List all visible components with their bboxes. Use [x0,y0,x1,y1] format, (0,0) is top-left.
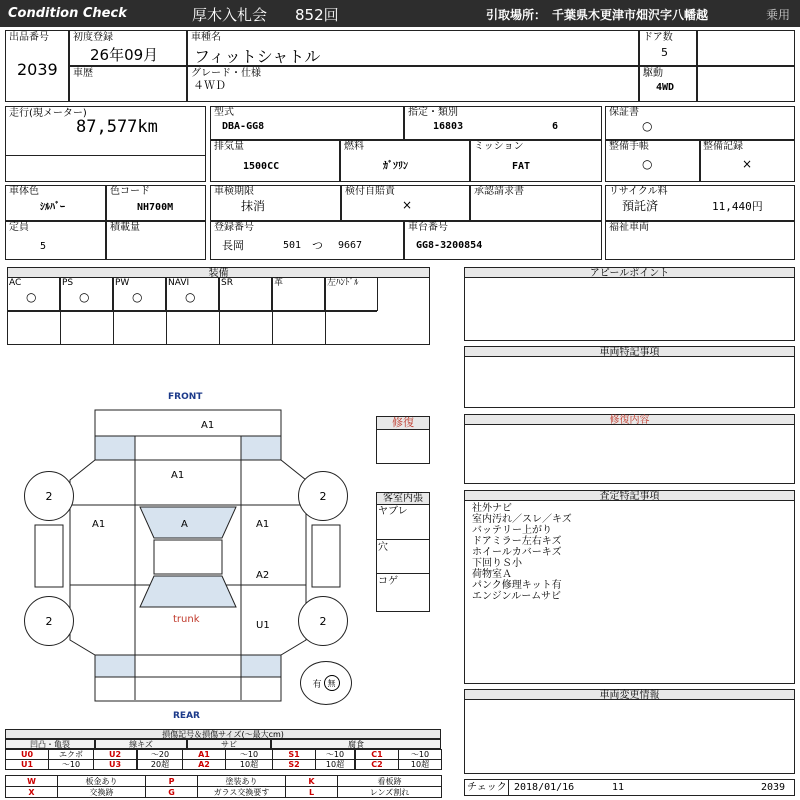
spare-tire [300,661,352,705]
car-name-label: 車種名 [191,32,221,43]
recycle-label: リサイクル料 [609,186,668,197]
equipment-value: ○ [26,290,37,304]
manual-value: ○ [642,157,653,171]
warranty-label: 保証書 [609,107,639,118]
warranty-value: ○ [642,119,653,133]
fuel-label: 燃料 [344,141,364,152]
legend-desc: 交換跡 [57,786,146,798]
inspection-note-line: ドアミラー左右キズ [472,536,562,547]
inspection-note-line: 下回りＳ小 [472,558,522,569]
legend-desc: 塗装あり [197,775,286,787]
interior-hole: 穴 [378,542,388,553]
mileage-label: 走行(現メーター) [9,108,87,119]
color-code-label: 色コード [110,186,150,197]
mark-a1-bumper: A1 [201,420,215,431]
grade-label: グレード・仕様 [191,68,261,79]
plate-number: 9667 [338,240,363,251]
legend-desc: ～10 [48,759,94,770]
legend-desc: ～10 [398,749,442,760]
appeal-header: アピールポイント [464,267,795,278]
legend-code: U0 [5,749,49,760]
inspection-notes-header: 査定特記事項 [464,490,795,501]
legend-code: U1 [5,759,49,770]
repair-header: 修復 [376,416,430,430]
legend-group: 線キズ [95,739,187,749]
mark-u1-right-quarter: U1 [256,620,270,631]
legend-code: C1 [355,749,399,760]
legend-code: U3 [93,759,137,770]
load-label: 積載量 [110,222,140,233]
legend-code: G [145,786,198,798]
plate-label: 登録番号 [214,222,254,233]
inspection-label: 車検期限 [214,186,254,197]
blank-box-2 [697,66,795,102]
check-lot: 2039 [761,782,786,793]
legend-desc: ～10 [225,749,273,760]
change-info-header: 車両変更情報 [464,689,795,700]
inspection-note-line: 社外ナビ [472,503,512,514]
legend-desc: エクボ [48,749,94,760]
class-value: 6 [552,121,559,132]
plate-kana: つ [312,239,323,252]
mark-a1-left-door: A1 [92,519,106,530]
fuel-value: ｶﾞｿﾘﾝ [383,161,408,172]
pickup-label: 引取場所： [486,8,547,22]
legend-code: U2 [93,749,137,760]
legend-desc: ～20 [137,749,183,760]
manual-label: 整備手帳 [609,141,649,152]
model-value: DBA-GG8 [222,121,265,132]
recycle-amount: 11,440円 [712,200,763,213]
first-reg-value: 26年09月 [90,46,159,64]
inspection-note-line: バッテリー上がり [472,525,552,536]
change-info-panel [464,689,795,774]
category: 乗用 [766,8,791,22]
mark-a-roof: A [181,519,188,530]
check-date: 2018/01/16 [514,782,575,793]
legend-code: X [5,786,58,798]
displacement-value: 1500CC [243,161,280,172]
legend-code: C2 [355,759,399,770]
legend-desc: 20超 [137,759,183,770]
equipment-label: PS [62,278,74,288]
plate-area: 長岡 [222,239,244,252]
equipment-value: ○ [185,290,196,304]
color-value: ｼﾙﾊﾞｰ [40,202,65,213]
auction-name: 厚木入札会 [192,6,268,24]
auction-session: 852回 [295,6,339,24]
legend-desc: レンズ割れ [337,786,442,798]
equipment-label: AC [9,278,22,288]
interior-burn: コゲ [378,576,398,587]
insurance-value: × [402,198,413,212]
chassis-label: 車台番号 [408,222,448,233]
legend-desc: ガラス交換要す [197,786,286,798]
legend-code: S1 [272,749,316,760]
history-label: 車歴 [73,68,93,79]
inspection-note-line: 室内汚れ／スレ／キズ [472,514,572,525]
spare-mark: 無 [324,675,340,691]
equipment-header: 装備 [7,267,430,278]
equipment-label: 左ﾊﾝﾄﾞﾙ [327,278,359,288]
vehicle-notes-header: 車両特記事項 [464,346,795,357]
tire-rear-right: 2 [298,596,348,646]
capacity-value: 5 [40,241,47,252]
legend-desc: 10超 [398,759,442,770]
legend-code: S2 [272,759,316,770]
legend-code: A2 [182,759,226,770]
rear-label: REAR [173,711,200,721]
designation-label: 指定・類別 [408,107,458,118]
inspection-note-line: パンク修理キット有 [472,580,562,591]
designation-value: 16803 [433,121,464,132]
equipment-value: ○ [79,290,90,304]
equipment-label: NAVI [168,278,190,288]
legend-group: 凹凸・亀裂 [5,739,95,749]
logo: Condition Check [8,6,127,21]
pickup-location: 千葉県木更津市畑沢字八幡越 [552,8,709,22]
legend-code: K [285,775,338,787]
damage-legend [5,739,441,797]
inspection-note-line: エンジンルームサビ [472,591,562,602]
record-value: × [742,157,753,171]
legend-desc: 10超 [315,759,355,770]
tire-rear-left: 2 [24,596,74,646]
equipment-label: 革 [274,278,284,288]
capacity-label: 定員 [9,222,29,233]
tire-front-left: 2 [24,471,74,521]
legend-desc: 10超 [225,759,273,770]
lot-label: 出品番号 [9,32,49,43]
check-label: チェック [467,782,507,793]
interior-tear: ヤブレ [378,506,408,517]
mark-a1-right-door: A1 [256,519,270,530]
check-number: 11 [612,782,625,793]
front-label: FRONT [168,392,203,402]
color-label: 車体色 [9,186,39,197]
mission-label: ミッション [474,141,524,152]
legend-code: A1 [182,749,226,760]
repair-content-header: 修復内容 [464,414,795,425]
welfare-label: 福祉車両 [609,222,649,233]
blank-box-1 [697,30,795,66]
legend-group: サビ [187,739,271,749]
legend-desc: 板金あり [57,775,146,787]
legend-title: 損傷記号＆損傷サイズ(～最大cm) [5,729,441,739]
plate-class: 501 [283,240,302,251]
model-label: 型式 [214,107,234,118]
first-reg-label: 初度登録 [73,32,113,43]
mission-value: FAT [512,161,531,172]
spare-label: 有 [312,679,322,690]
legend-desc: ～10 [315,749,355,760]
legend-code: W [5,775,58,787]
inspection-note-line: 荷物室Ａ [472,569,512,580]
record-label: 整備記録 [703,141,743,152]
inspection-note-line: ホイールカバーキズ [472,547,562,558]
lot-number: 2039 [17,60,58,79]
header-bar [0,0,800,27]
chassis-value: GG8-3200854 [416,240,483,251]
equipment-label: PW [115,278,130,288]
drive-value: 4WD [656,82,675,93]
legend-desc: 看板跡 [337,775,442,787]
interior-header: 客室内張 [376,492,430,505]
displacement-label: 排気量 [214,141,244,152]
grade-value: ４ＷＤ [193,79,226,92]
insurance-label: 検付自賠責 [345,186,395,197]
equipment-label: SR [221,278,233,288]
doors-value: 5 [661,46,668,59]
legend-code: P [145,775,198,787]
trunk-label: trunk [173,614,200,625]
mileage-value: 87,577km [76,117,158,137]
drive-label: 駆動 [643,68,663,79]
car-name-value: フィットシャトル [194,47,321,66]
inspection-notes-list [472,503,772,602]
inspection-value: 抹消 [241,199,266,213]
legend-group: 腐食 [271,739,441,749]
mark-a2-right-rear: A2 [256,570,270,581]
color-code-value: NH700M [137,202,174,213]
equipment-value: ○ [132,290,143,304]
legend-code: L [285,786,338,798]
tire-front-right: 2 [298,471,348,521]
recycle-status: 預託済 [622,199,659,213]
doors-label: ドア数 [643,32,673,43]
approval-label: 承認請求書 [474,186,524,197]
mark-a1-hood: A1 [171,470,185,481]
